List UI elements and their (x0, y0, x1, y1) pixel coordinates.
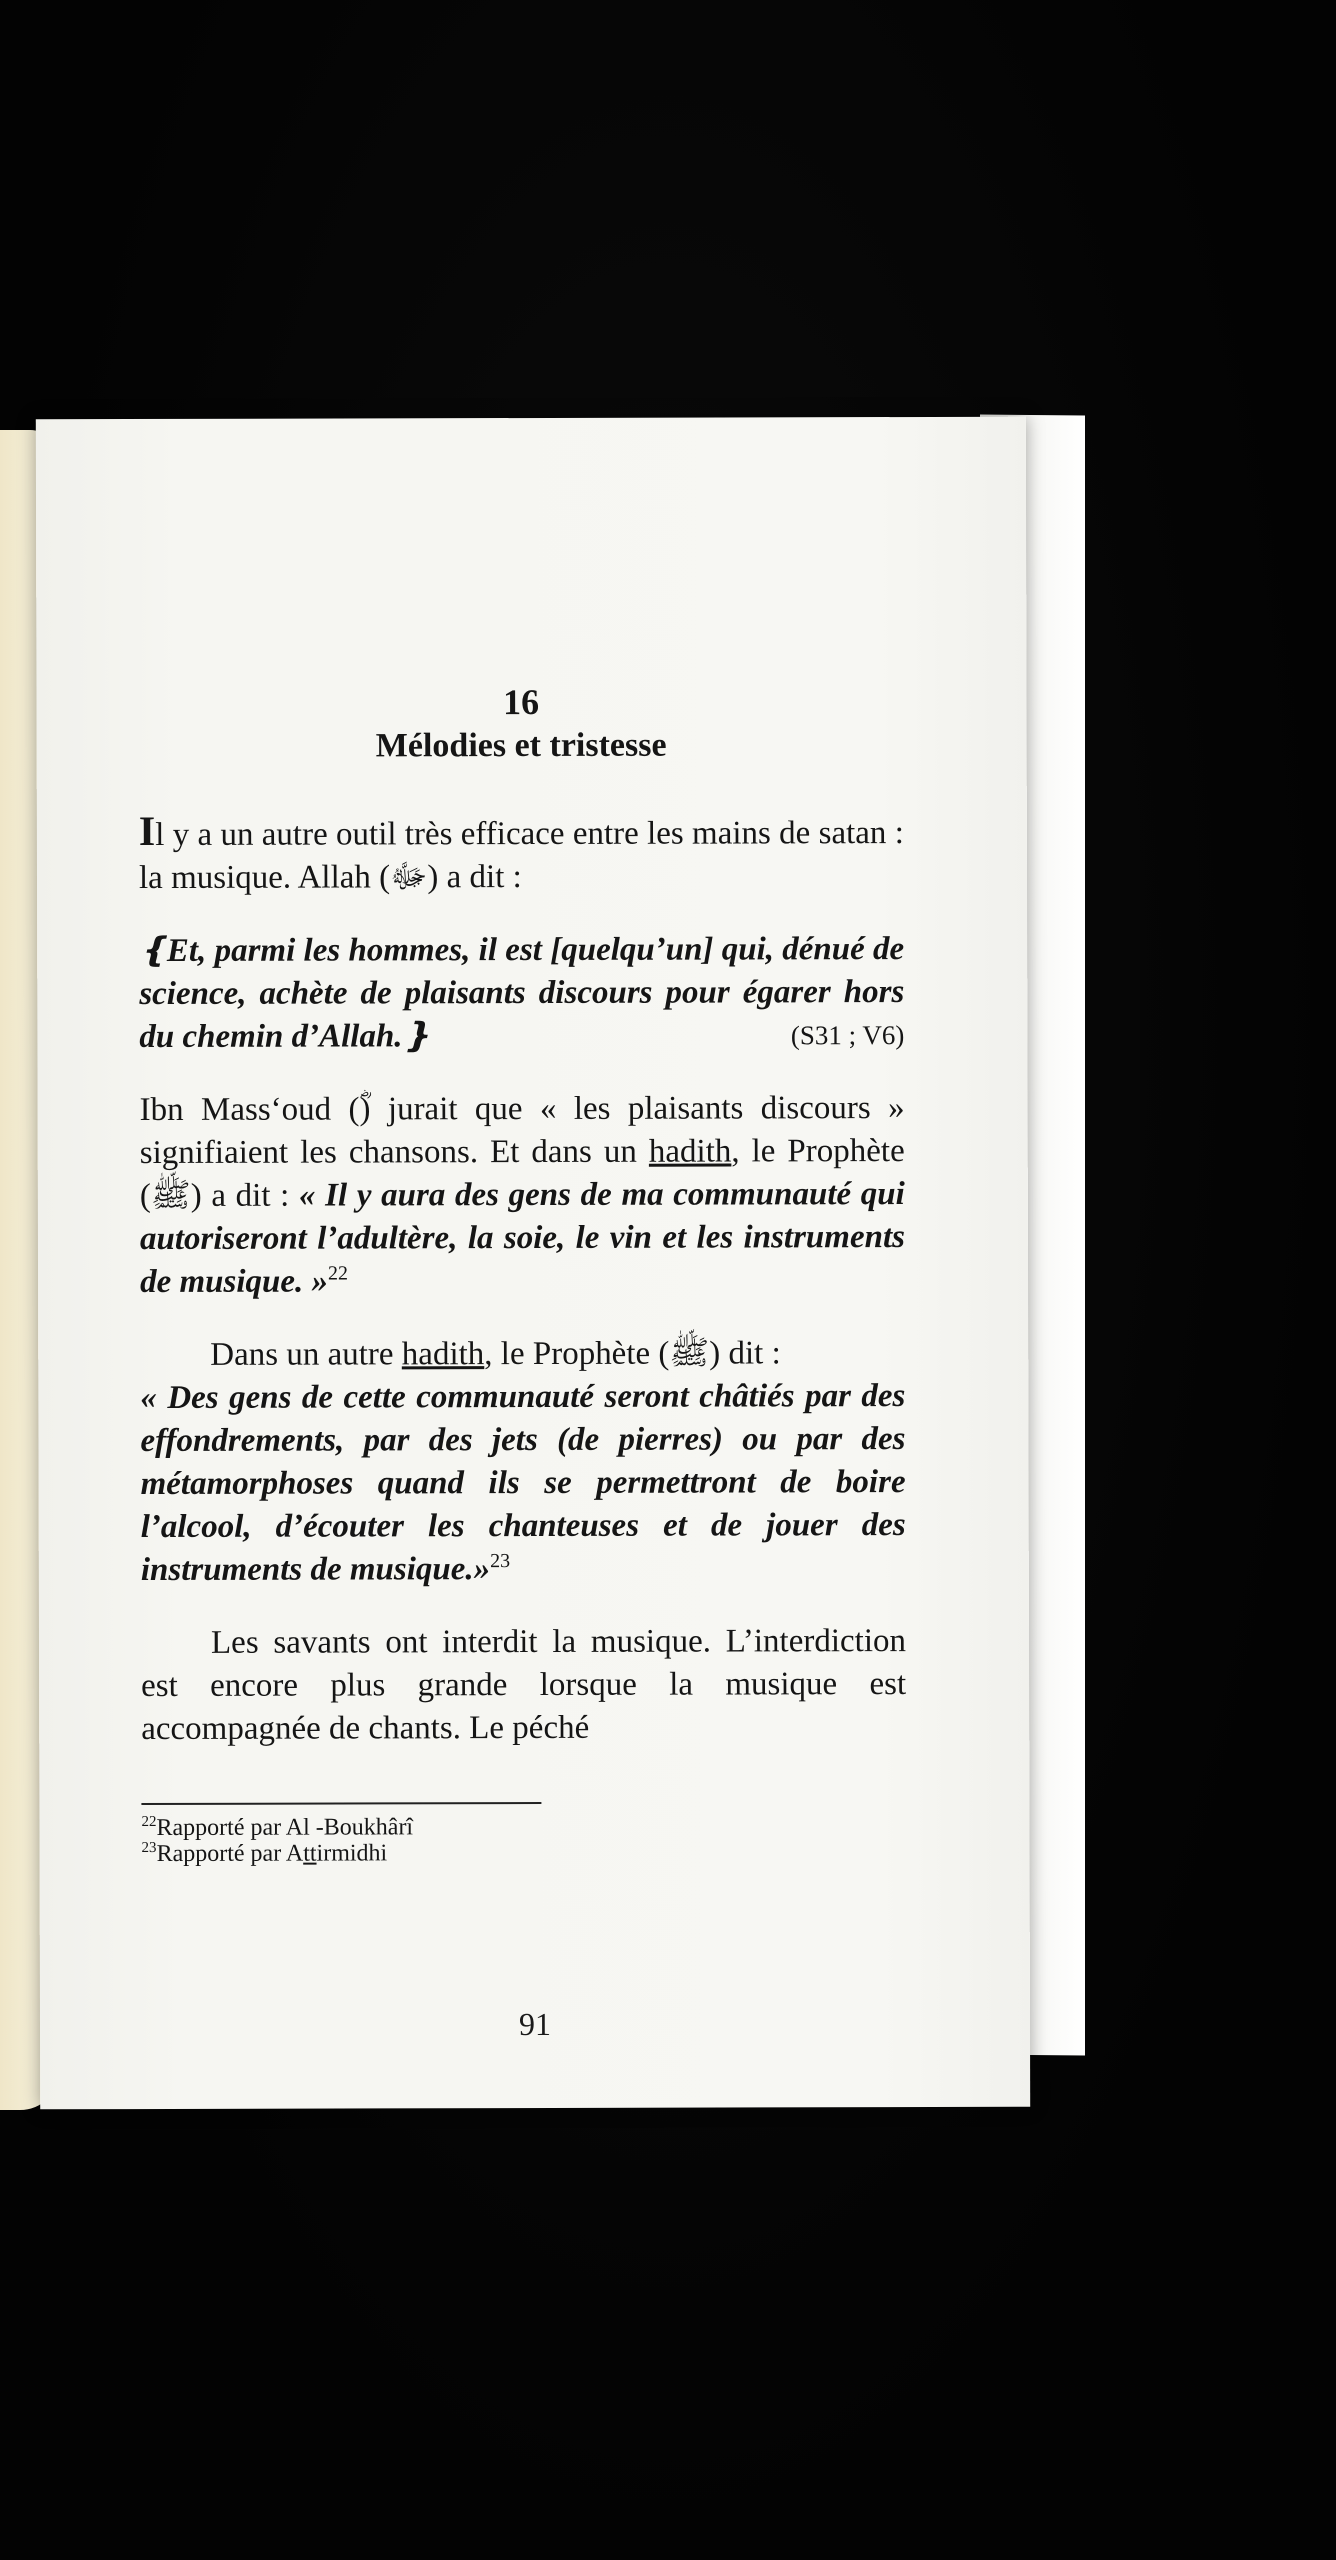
footnote-22 (141, 1813, 906, 1841)
footnote-22-number: 22 (141, 1813, 157, 1831)
footnote-23-underlined: tt (303, 1840, 317, 1867)
footnote-23-text-b: irmidhi (316, 1840, 388, 1867)
footnote-ref-23: 23 (490, 1550, 511, 1573)
hadith-quote-2: « Des gens de cette communauté seront châtiés par des effondrements, par des jets (de pierres) ou par des métamorphoses quand ils se permettront de boire l’alcool, d’écouter les chanteuses et de jouer des instruments de musique.» (140, 1378, 906, 1589)
hadith-quote-1: « Il y aura des gens de ma communauté qui autoriseront l’adultère, la soie, le vin et les instruments de musique. » (139, 1176, 905, 1301)
paragraph-hadith-2 (140, 1332, 906, 1592)
quran-reference: (S31 ; V6) (790, 1020, 905, 1051)
paragraph-intro (139, 809, 904, 900)
paragraph-2-text-a: Ibn Mass‘oud (ؓ) jurait que « les plaisants discours » signifiaient les chansons. Et dans un (139, 1090, 905, 1172)
hadith-word-2: hadith (401, 1336, 485, 1373)
chapter-number: 16 (502, 681, 540, 723)
footnote-22-text: Rapporté par Al -Boukhârî (156, 1814, 414, 1841)
footnote-23 (142, 1839, 907, 1867)
paragraph-ibn-massoud (140, 1087, 906, 1304)
paragraph-2-text-b: , le Prophète (ﷺ) a dit : (139, 1133, 905, 1215)
page-text (138, 679, 906, 1867)
footnote-23-number: 23 (141, 1839, 157, 1857)
paragraph-3-text-a: Dans un autre (210, 1336, 402, 1373)
page-number: 91 (518, 2005, 552, 2043)
footnote-23-text-a: Rapporté par A (156, 1840, 304, 1867)
quran-quote (139, 928, 904, 1059)
paragraph-savants: Les savants ont interdit la musique. L’interdiction est encore plus grande lorsque la musique est accompagnée de chants. Le péché (141, 1623, 907, 1748)
hadith-word: hadith (648, 1133, 732, 1170)
drop-cap: I (138, 808, 156, 856)
footnote-ref-22: 22 (327, 1262, 348, 1285)
footnote-divider (141, 1802, 541, 1805)
paragraph-intro-text: l y a un autre outil très efficace entre les mains de satan : la musique. Allah (ﷻ) a dit : (138, 815, 904, 897)
chapter-title: Mélodies et tristesse (375, 726, 667, 765)
book-page (36, 417, 1030, 2110)
paragraph-3-text-b: , le Prophète (ﷺ) dit : (484, 1335, 781, 1373)
quran-quote-text: ❴Et, parmi les hommes, il est [quelqu’un] qui, dénué de science, achète de plaisants discours pour égarer hors du chemin d’Allah.❵ (139, 931, 905, 1056)
